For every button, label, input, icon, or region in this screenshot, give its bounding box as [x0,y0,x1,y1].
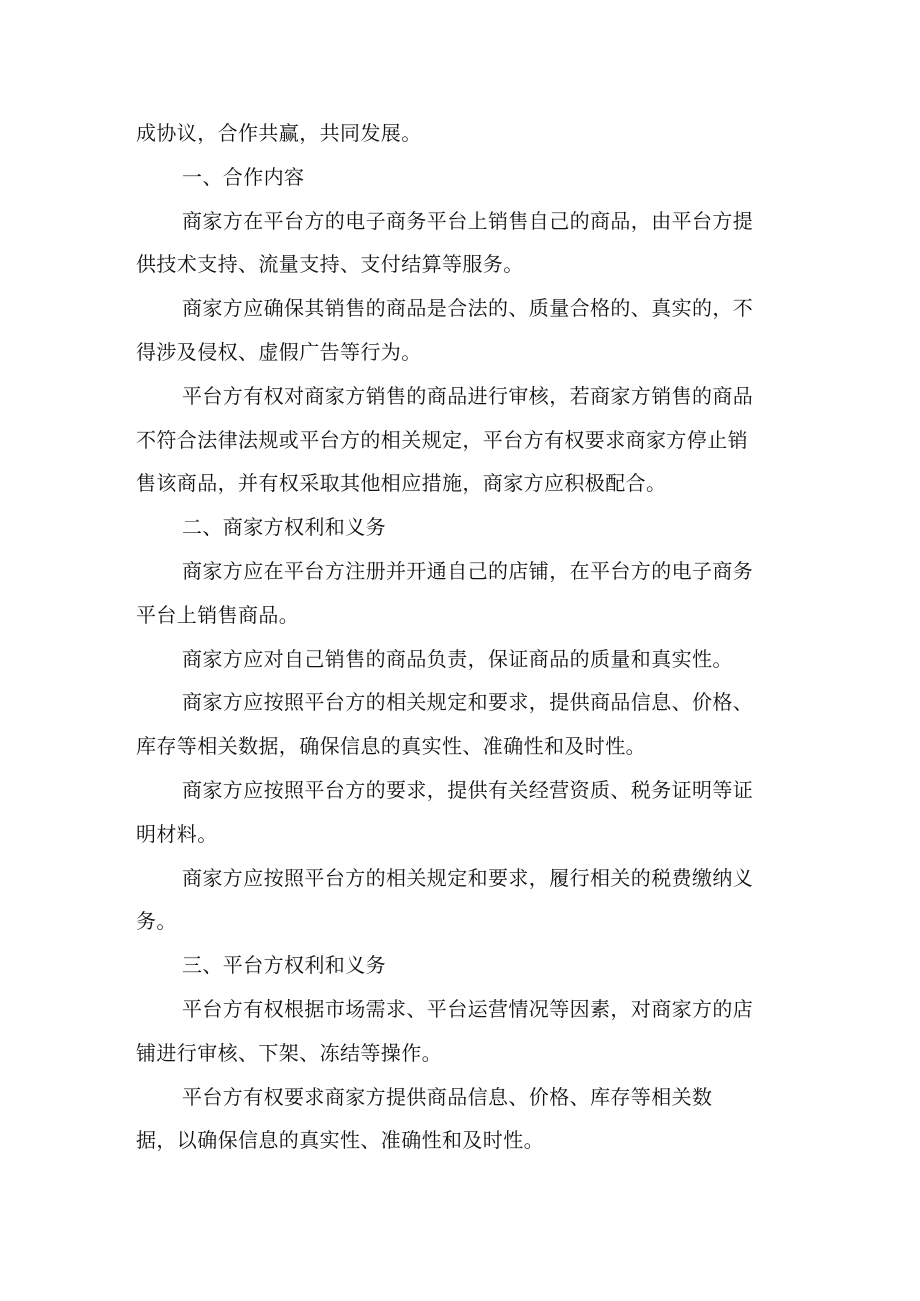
text-line: 商家方应对自己销售的商品负责，保证商品的质量和真实性。 [182,646,733,671]
text-line: 成协议，合作共赢，共同发展。 [136,121,422,145]
text-line: 库存等相关数据，确保信息的真实性、准确性和及时性。 [136,734,646,759]
text-line: 商家方应按照平台方的相关规定和要求，提供商品信息、价格、 [182,690,754,715]
text-line: 平台方有权根据市场需求、平台运营情况等因素，对商家方的店 [182,996,754,1021]
text-line: 据，以确保信息的真实性、准确性和及时性。 [136,1128,544,1153]
text-line: 售该商品，并有权采取其他相应措施，商家方应积极配合。 [136,471,667,496]
text-line: 平台上销售商品。 [136,602,300,627]
text-line: 商家方应按照平台方的要求，提供有关经营资质、税务证明等证 [182,777,754,802]
text-line: 明材料。 [136,821,218,846]
text-line: 三、平台方权利和义务 [182,953,386,978]
text-line: 不符合法律法规或平台方的相关规定，平台方有权要求商家方停止销 [136,427,748,452]
text-line: 务。 [136,909,177,934]
text-line: 供技术支持、流量支持、支付结算等服务。 [136,252,524,277]
text-line: 得涉及侵权、虚假广告等行为。 [136,339,422,364]
document-body [136,112,798,1163]
text-line: 商家方应按照平台方的相关规定和要求，履行相关的税费缴纳义 [182,865,754,890]
text-line: 平台方有权要求商家方提供商品信息、价格、库存等相关数 [182,1084,713,1109]
text-line: 商家方应确保其销售的商品是合法的、质量合格的、真实的，不 [182,296,754,321]
text-line: 二、商家方权利和义务 [182,515,386,540]
text-line: 一、合作内容 [182,164,305,189]
text-line: 平台方有权对商家方销售的商品进行审核，若商家方销售的商品 [182,383,754,408]
text-line: 铺进行审核、下架、冻结等操作。 [136,1040,442,1065]
text-line: 商家方在平台方的电子商务平台上销售自己的商品，由平台方提 [182,208,754,233]
text-line: 商家方应在平台方注册并开通自己的店铺，在平台方的电子商务 [182,558,754,583]
